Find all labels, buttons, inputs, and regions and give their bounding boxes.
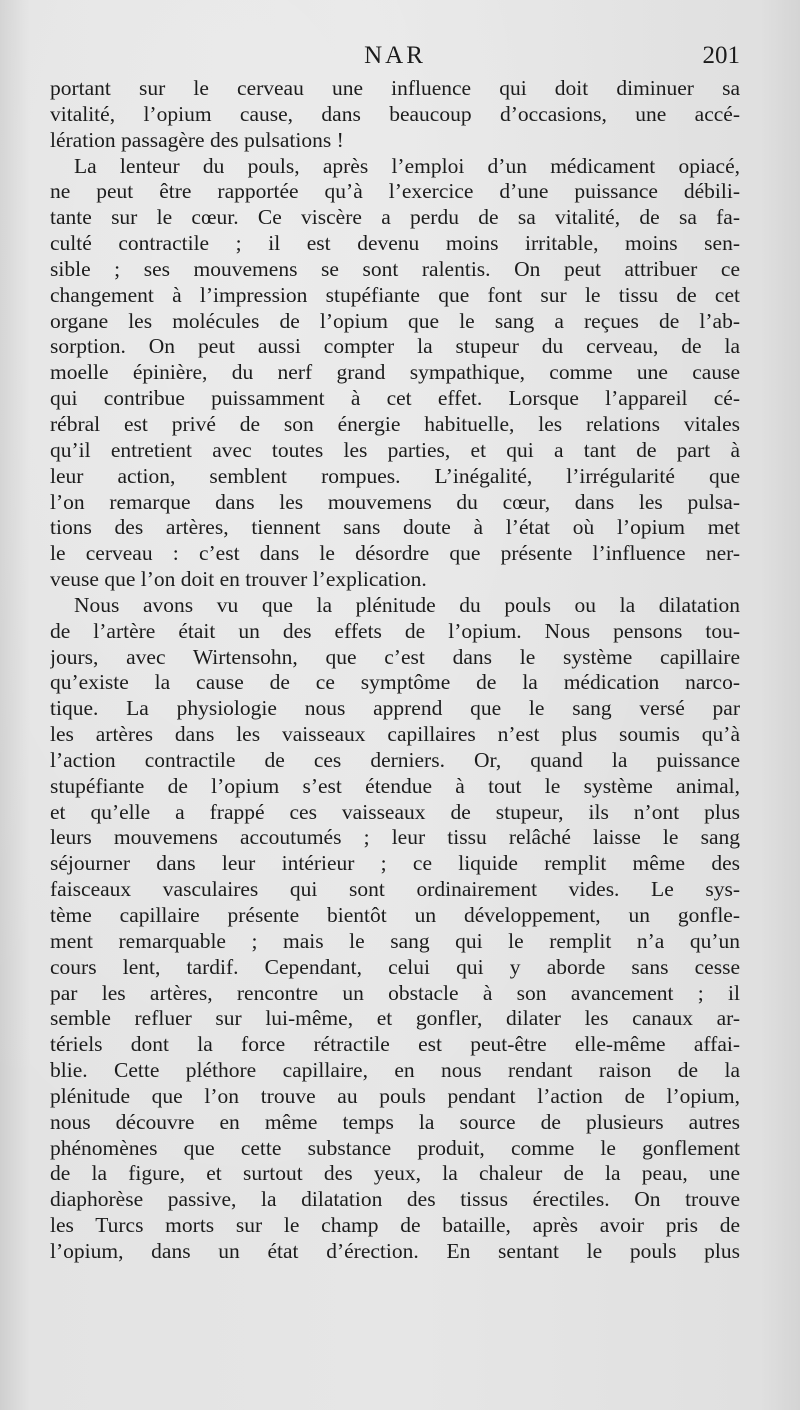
text-line: diaphorèse passive, la dilatation des tissus érectiles. On trouve (50, 1187, 740, 1212)
text-line: lération passagère des pulsations ! (50, 127, 344, 152)
text-line: de l’artère était un des effets de l’opium. Nous pensons tou- (50, 618, 740, 643)
text-line: le cerveau : c’est dans le désordre que présente l’influence ner- (50, 541, 740, 566)
text-line: qu’existe la cause de ce symptôme de la médication narco- (50, 670, 740, 695)
text-line: par les artères, rencontre un obstacle à son avancement ; il (50, 980, 740, 1005)
text-line: faisceaux vasculaires qui sont ordinairement vides. Le sys- (50, 877, 740, 902)
body-text (50, 76, 740, 1265)
text-line: Nous avons vu que la plénitude du pouls ou la dilatation (74, 592, 740, 617)
page-number: 201 (702, 42, 740, 69)
text-line: jours, avec Wirtensohn, que c’est dans le système capillaire (50, 644, 740, 669)
text-line: qui contribue puissamment à cet effet. Lorsque l’appareil cé- (50, 386, 740, 411)
text-line: La lenteur du pouls, après l’emploi d’un médicament opiacé, (74, 153, 740, 178)
text-line: sorption. On peut aussi compter la stupeur du cerveau, de la (50, 334, 740, 359)
text-line: organe les molécules de l’opium que le sang a reçues de l’ab- (50, 308, 740, 333)
text-line: blie. Cette pléthore capillaire, en nous rendant raison de la (50, 1058, 740, 1083)
text-line: les Turcs morts sur le champ de bataille, après avoir pris de (50, 1213, 740, 1238)
text-line: cours lent, tardif. Cependant, celui qui y aborde sans cesse (50, 954, 740, 979)
text-line: de la figure, et surtout des yeux, la chaleur de la peau, une (50, 1161, 740, 1186)
text-line: stupéfiante de l’opium s’est étendue à tout le système animal, (50, 773, 740, 798)
text-line: changement à l’impression stupéfiante que font sur le tissu de cet (50, 282, 740, 307)
text-line: l’on remarque dans les mouvemens du cœur, dans les pulsa- (50, 489, 740, 514)
text-line: tante sur le cœur. Ce viscère a perdu de sa vitalité, de sa fa- (50, 205, 740, 230)
running-head: NAR (364, 42, 426, 69)
text-line: l’opium, dans un état d’érection. En sentant le pouls plus (50, 1238, 740, 1263)
page-header (50, 38, 740, 74)
text-line: veuse que l’on doit en trouver l’explication. (50, 567, 427, 592)
text-line: phénomènes que cette substance produit, comme le gonflement (50, 1135, 740, 1160)
text-line: qu’il entretient avec toutes les parties, et qui a tant de part à (50, 437, 740, 462)
text-line: tions des artères, tiennent sans doute à l’état où l’opium met (50, 515, 740, 540)
text-line: rébral est privé de son énergie habituelle, les relations vitales (50, 411, 740, 436)
text-line: moelle épinière, du nerf grand sympathique, comme une cause (50, 360, 740, 385)
text-line: leur action, semblent rompues. L’inégalité, l’irrégularité que (50, 463, 740, 488)
text-line: tique. La physiologie nous apprend que le sang versé par (50, 696, 740, 721)
text-line: tème capillaire présente bientôt un développement, un gonfle- (50, 903, 740, 927)
text-line: nous découvre en même temps la source de plusieurs autres (50, 1109, 740, 1134)
text-line: les artères dans les vaisseaux capillaires n’est plus soumis qu’à (50, 722, 740, 747)
text-line: plénitude que l’on trouve au pouls pendant l’action de l’opium, (50, 1083, 740, 1108)
text-line: semble refluer sur lui-même, et gonfler, dilater les canaux ar- (50, 1006, 740, 1031)
text-line: et qu’elle a frappé ces vaisseaux de stupeur, ils n’ont plus (50, 799, 740, 824)
text-line: ment remarquable ; mais le sang qui le remplit n’a qu’un (50, 928, 740, 953)
text-line: l’action contractile de ces derniers. Or, quand la puissance (50, 747, 740, 772)
text-line: vitalité, l’opium cause, dans beaucoup d’occasions, une accé- (50, 101, 740, 126)
text-line: culté contractile ; il est devenu moins irritable, moins sen- (50, 231, 740, 256)
text-line: leurs mouvemens accoutumés ; leur tissu relâché laisse le sang (50, 825, 740, 850)
text-line: portant sur le cerveau une influence qui doit diminuer sa (50, 76, 740, 100)
text-line: séjourner dans leur intérieur ; ce liquide remplit même des (50, 851, 740, 876)
text-line: sible ; ses mouvemens se sont ralentis. On peut attribuer ce (50, 256, 740, 281)
text-line: tériels dont la force rétractile est peut-être elle-même affai- (50, 1032, 740, 1057)
text-line: ne peut être rapportée qu’à l’exercice d’une puissance débili- (50, 179, 740, 204)
